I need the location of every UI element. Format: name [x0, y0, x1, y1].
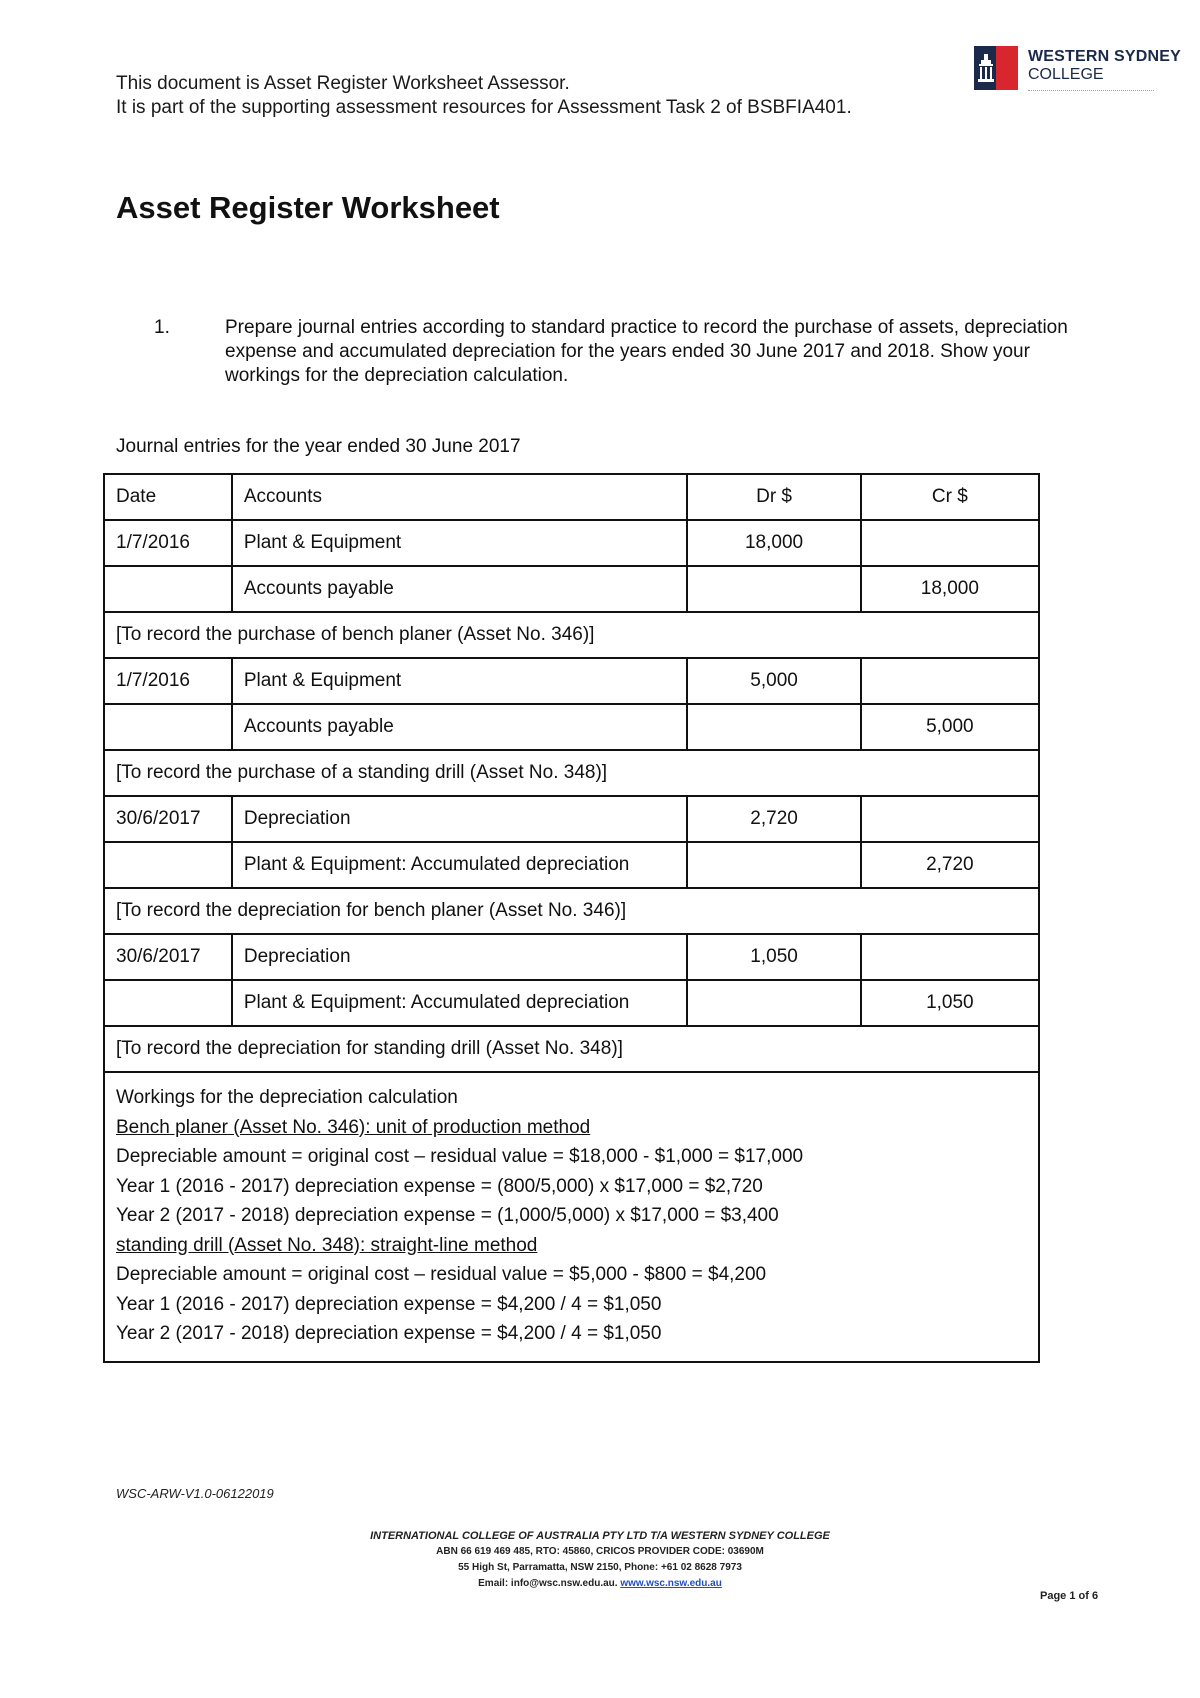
workings-line: Year 1 (2016 - 2017) depreciation expense = $4,200 / 4 = $1,050 [116, 1293, 662, 1315]
header-accounts: Accounts [232, 474, 688, 520]
date-cell: 1/7/2016 [104, 658, 232, 704]
credit-cell [861, 934, 1039, 980]
account-cell: Depreciation [232, 796, 688, 842]
college-logo [974, 46, 1182, 102]
credit-cell: 5,000 [861, 704, 1039, 750]
account-cell: Accounts payable [232, 566, 688, 612]
logo-name-line-2: COLLEGE [1028, 66, 1104, 83]
account-cell: Accounts payable [232, 704, 688, 750]
workings-line: Depreciable amount = original cost – residual value = $18,000 - $1,000 = $17,000 [116, 1146, 804, 1167]
date-cell [104, 980, 232, 1026]
date-cell [104, 566, 232, 612]
narration-cell: [To record the depreciation for bench planer (Asset No. 346)] [104, 888, 1039, 934]
narration-cell: [To record the depreciation for standing drill (Asset No. 348)] [104, 1026, 1039, 1072]
document-header [116, 72, 852, 120]
journal-table [103, 473, 1040, 1363]
workings-line: standing drill (Asset No. 348): straight-line method [116, 1234, 538, 1256]
credit-cell: 1,050 [861, 980, 1039, 1026]
footer-company: INTERNATIONAL COLLEGE OF AUSTRALIA PTY LTD T/A WESTERN SYDNEY COLLEGE [370, 1530, 830, 1542]
table-row [104, 796, 1039, 842]
debit-cell [687, 842, 860, 888]
debit-cell: 1,050 [687, 934, 860, 980]
question-text: Prepare journal entries according to standard practice to record the purchase of assets, depreciation expense and accumulated depreciation for the years ended 30 June 2017 and 2018. Show your workings for the depreciation calculation. [225, 317, 1068, 386]
debit-cell: 5,000 [687, 658, 860, 704]
workings-cell [104, 1072, 1039, 1362]
workings-line: Year 1 (2016 - 2017) depreciation expense = (800/5,000) x $17,000 = $2,720 [116, 1175, 763, 1197]
document-id: WSC-ARW-V1.0-06122019 [116, 1486, 274, 1501]
header-date: Date [104, 474, 232, 520]
logo-name-line-1: WESTERN SYDNEY [1028, 48, 1182, 65]
date-cell: 1/7/2016 [104, 520, 232, 566]
workings-line: Workings for the depreciation calculation [116, 1087, 458, 1108]
workings-line: Depreciable amount = original cost – residual value = $5,000 - $800 = $4,200 [116, 1264, 767, 1285]
footer-address: 55 High St, Parramatta, NSW 2150, Phone: +61 02 8628 7973 [458, 1562, 742, 1573]
table-row [104, 566, 1039, 612]
building-icon [977, 54, 995, 82]
credit-cell: 18,000 [861, 566, 1039, 612]
narration-cell: [To record the purchase of bench planer (Asset No. 346)] [104, 612, 1039, 658]
footer-contact [300, 1576, 900, 1592]
debit-cell [687, 980, 860, 1026]
page-title: Asset Register Worksheet [116, 190, 500, 225]
table-caption: Journal entries for the year ended 30 June 2017 [116, 436, 521, 457]
debit-cell: 2,720 [687, 796, 860, 842]
debit-cell [687, 566, 860, 612]
table-row [104, 842, 1039, 888]
account-cell: Plant & Equipment: Accumulated depreciation [232, 980, 688, 1026]
footer-abn: ABN 66 619 469 485, RTO: 45860, CRICOS PROVIDER CODE: 03690M [436, 1546, 764, 1557]
narration-row [104, 888, 1039, 934]
table-row [104, 934, 1039, 980]
credit-cell [861, 658, 1039, 704]
header-dr: Dr $ [687, 474, 860, 520]
narration-cell: [To record the purchase of a standing drill (Asset No. 348)] [104, 750, 1039, 796]
table-row [104, 704, 1039, 750]
page-footer [300, 1528, 900, 1592]
footer-email: Email: info@wsc.nsw.edu.au. [478, 1578, 618, 1589]
date-cell: 30/6/2017 [104, 934, 232, 980]
workings-row [104, 1072, 1039, 1362]
credit-cell: 2,720 [861, 842, 1039, 888]
table-row [104, 658, 1039, 704]
debit-cell [687, 704, 860, 750]
narration-row [104, 750, 1039, 796]
credit-cell [861, 796, 1039, 842]
workings-line: Year 2 (2017 - 2018) depreciation expense = $4,200 / 4 = $1,050 [116, 1323, 662, 1344]
narration-row [104, 1026, 1039, 1072]
table-header-row [104, 474, 1039, 520]
date-cell [104, 704, 232, 750]
credit-cell [861, 520, 1039, 566]
account-cell: Depreciation [232, 934, 688, 980]
table-row [104, 980, 1039, 1026]
account-cell: Plant & Equipment [232, 520, 688, 566]
date-cell: 30/6/2017 [104, 796, 232, 842]
date-cell [104, 842, 232, 888]
header-line-2: It is part of the supporting assessment resources for Assessment Task 2 of BSBFIA401. [116, 97, 852, 118]
workings-line: Bench planer (Asset No. 346): unit of production method [116, 1116, 591, 1138]
header-cr: Cr $ [861, 474, 1039, 520]
logo-mark-icon [974, 46, 1018, 90]
question-number: 1. [154, 317, 170, 338]
page-number: Page 1 of 6 [1040, 1590, 1099, 1602]
logo-tagline-rule [1028, 90, 1154, 95]
narration-row [104, 612, 1039, 658]
header-line-1: This document is Asset Register Worksheet Assessor. [116, 73, 570, 94]
debit-cell: 18,000 [687, 520, 860, 566]
table-row [104, 520, 1039, 566]
account-cell: Plant & Equipment [232, 658, 688, 704]
footer-website-link[interactable]: www.wsc.nsw.edu.au [620, 1578, 722, 1589]
account-cell: Plant & Equipment: Accumulated depreciation [232, 842, 688, 888]
workings-line: Year 2 (2017 - 2018) depreciation expense = (1,000/5,000) x $17,000 = $3,400 [116, 1205, 779, 1226]
